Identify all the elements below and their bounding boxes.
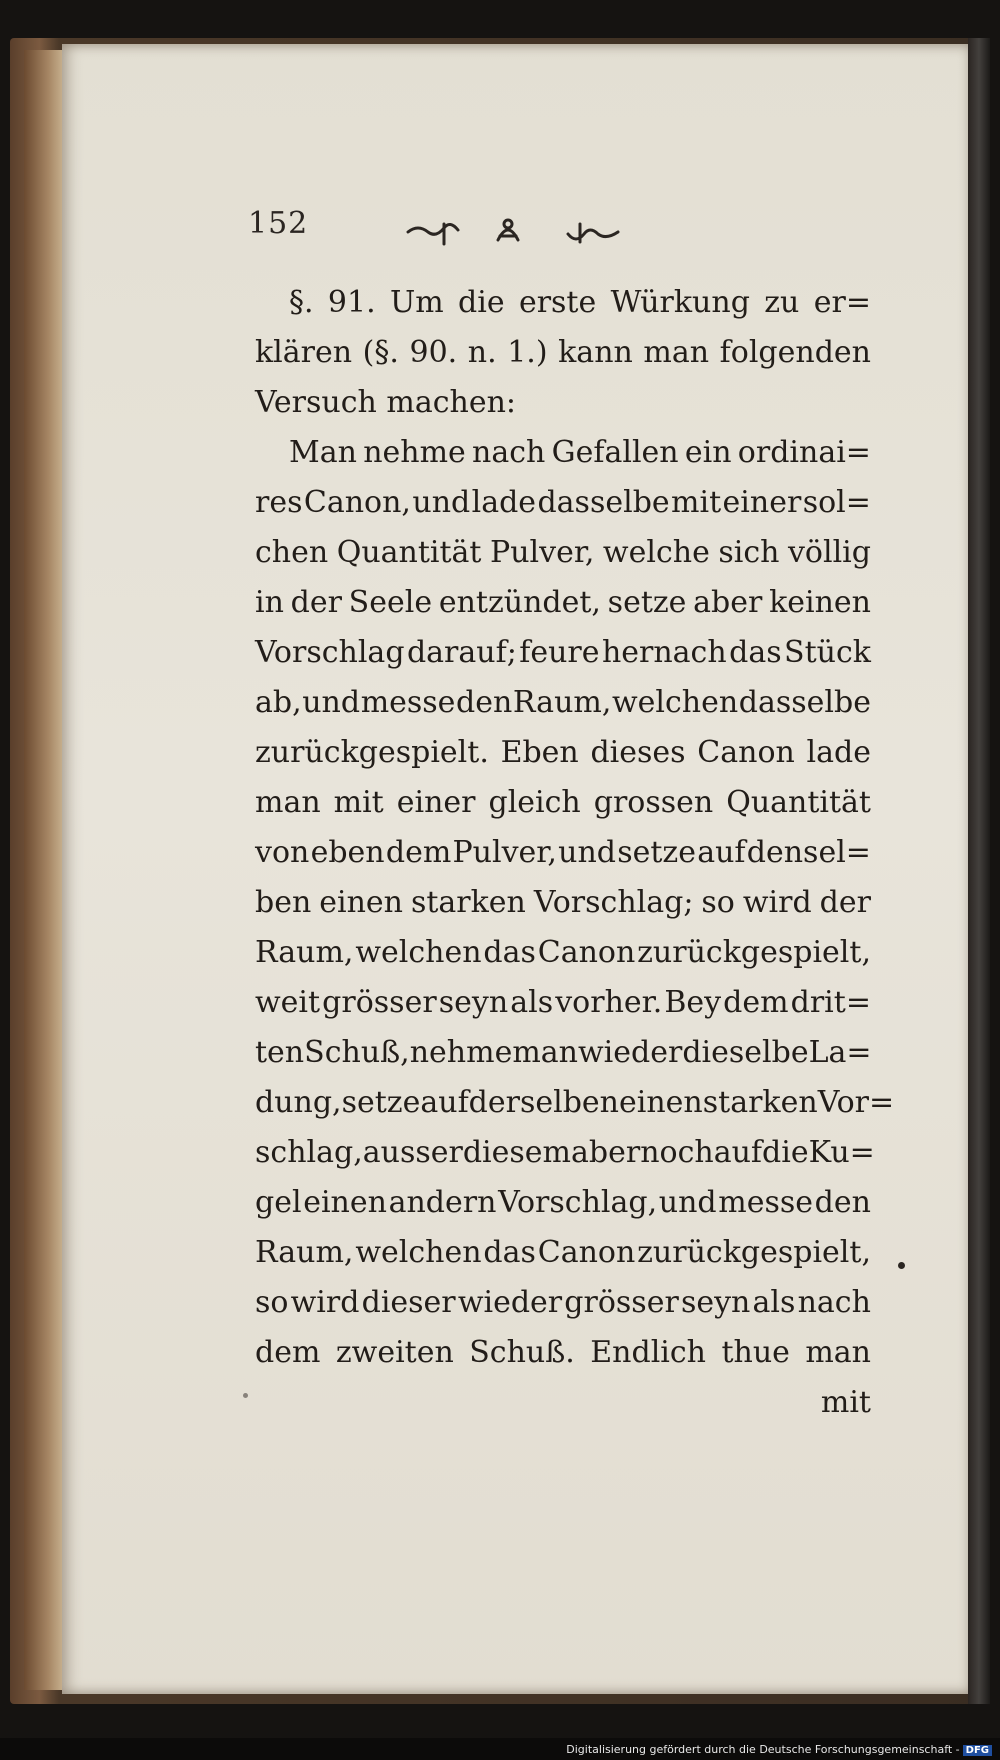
ink-spot (898, 1262, 905, 1269)
text-line: Raum, welchen das Canon zurückgespielt, (255, 1235, 871, 1270)
dfg-logo: DFG (963, 1745, 992, 1756)
footer-strip (0, 1738, 1000, 1760)
text-line: §. 91. Um die erste Würkung zu er= (289, 285, 871, 320)
text-line: weit grösser seyn als vorher. Bey dem drit= (255, 985, 871, 1020)
page-number: 152 (248, 206, 309, 241)
text-line: zurückgespielt. Eben dieses Canon lade (255, 735, 871, 770)
text-line: dem zweiten Schuß. Endlich thue man (255, 1335, 871, 1370)
digitization-credit (566, 1743, 992, 1756)
text-line: man mit einer gleich grossen Quantität (255, 785, 871, 820)
text-line: von eben dem Pulver, und setze auf densel= (255, 835, 871, 870)
book-spine (968, 38, 990, 1704)
text-line: schlag, ausser diesem aber noch auf die Ku= (255, 1135, 875, 1170)
page-text (255, 278, 895, 1428)
ink-spot (243, 1393, 248, 1398)
text-line: gel einen andern Vorschlag, und messe den (255, 1185, 871, 1220)
ornament-icon (398, 212, 638, 252)
text-line: so wird dieser wieder grösser seyn als nach (255, 1285, 871, 1320)
text-line: klären (§. 90. n. 1.) kann man folgenden (255, 335, 871, 370)
text-line: Vorschlag darauf; feure hernach das Stück (255, 635, 871, 670)
text-line: Versuch machen: (255, 385, 517, 420)
text-line: res Canon, und lade dasselbe mit einer sol= (255, 485, 871, 520)
text-line: ben einen starken Vorschlag; so wird der (255, 885, 871, 920)
text-line: ab, und messe den Raum, welchen dasselbe (255, 685, 871, 720)
catchword: mit (820, 1385, 871, 1420)
text-line: Raum, welchen das Canon zurückgespielt, (255, 935, 871, 970)
text-line: ten Schuß, nehme man wieder dieselbe La= (255, 1035, 872, 1070)
text-line: dung, setze auf derselben einen starken Vor= (255, 1085, 895, 1120)
page-header (248, 206, 848, 256)
text-line: Man nehme nach Gefallen ein ordinai= (289, 435, 871, 470)
credit-text: Digitalisierung gefördert durch die Deutsche Forschungsgemeinschaft - (566, 1743, 960, 1756)
text-line: chen Quantität Pulver, welche sich völlig (255, 535, 871, 570)
text-line: in der Seele entzündet, setze aber keinen (255, 585, 871, 620)
page-edge (24, 50, 64, 1690)
